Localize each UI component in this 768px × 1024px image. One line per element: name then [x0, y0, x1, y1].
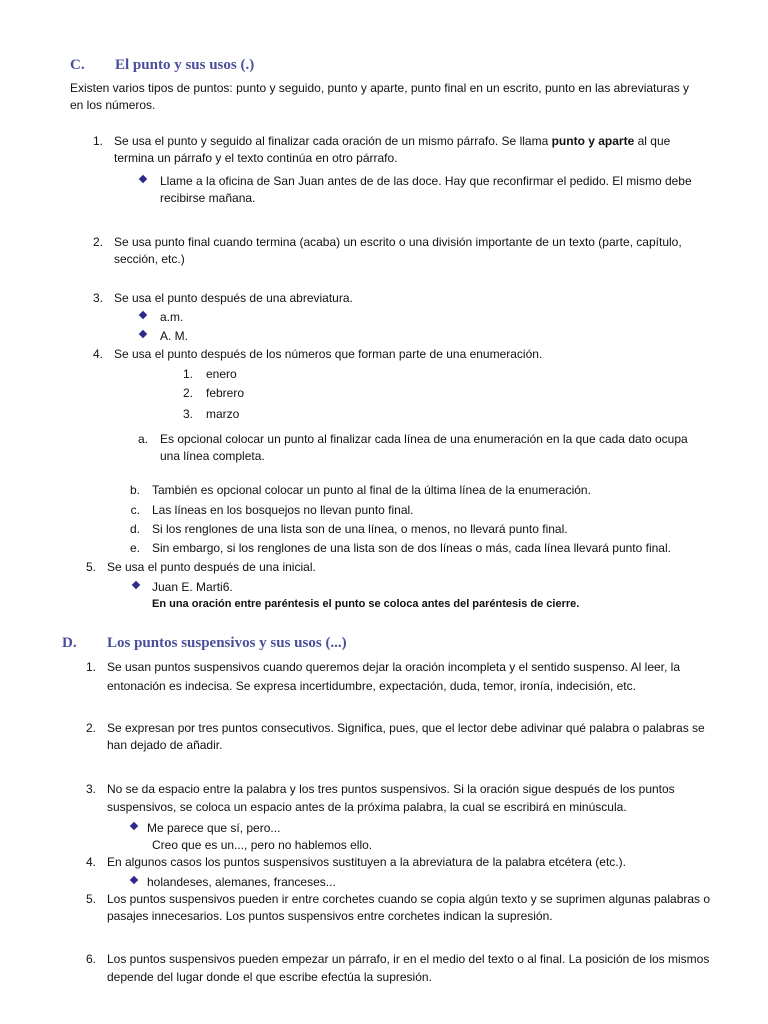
list-item-text: entonación es indecisa. Se expresa incertidumbre, expectación, duda, temor, ironía, indecisión, etc. — [107, 679, 636, 693]
diamond-bullet-icon — [139, 311, 147, 319]
diamond-bullet-icon — [139, 175, 147, 183]
bullet-text: holandeses, alemanes, franceses... — [147, 875, 336, 889]
bullet-text: Juan E. Marti6. — [152, 580, 233, 594]
bold-term: punto y aparte — [551, 134, 635, 148]
list-number: 4. — [85, 855, 96, 869]
diamond-bullet-icon — [132, 581, 140, 589]
list-item-text: Se expresan por tres puntos consecutivos. Significa, pues, que el lector debe adivinar qué palabra o palabras se — [107, 721, 705, 735]
list-item-text: Los puntos suspensivos pueden empezar un párrafo, ir en el medio del texto o al final. La posición de los mismos — [107, 952, 710, 966]
bullet-text: recibirse mañana. — [160, 191, 256, 205]
sublist-text: febrero — [206, 386, 245, 400]
sublist-text: enero — [206, 367, 237, 381]
list-item-text: suspensivos, se coloca un espacio antes de la próxima palabra, la cual se escribirá en minúscula. — [107, 800, 627, 814]
section-d-title: Los puntos suspensivos y sus usos (...) — [107, 635, 347, 651]
letter-item-text: También es opcional colocar un punto al final de la última línea de la enumeración. — [152, 483, 591, 497]
list-item-text — [114, 133, 670, 150]
bullet-text: Creo que es un..., pero no hablemos ello. — [152, 838, 373, 852]
list-item-text: han dejado de añadir. — [107, 738, 223, 752]
list-item-text: Se usan puntos suspensivos cuando queremos dejar la oración incompleta y el sentido suspenso. Al leer, la — [107, 660, 681, 674]
list-number: 1. — [92, 134, 103, 148]
letter-marker: a. — [137, 432, 148, 446]
letter-item-text: Las líneas en los bosquejos no llevan punto final. — [152, 503, 414, 517]
bullet-text: Me parece que sí, pero... — [147, 821, 281, 835]
list-number: 6. — [85, 952, 96, 966]
list-item-text: Se usa el punto después de una inicial. — [107, 560, 316, 574]
list-item-text: pasajes innecesarios. Los puntos suspensivos entre corchetes indican la supresión. — [107, 909, 553, 923]
list-item-text: termina un párrafo y el texto continúa en otro párrafo. — [114, 151, 398, 165]
diamond-bullet-icon — [130, 822, 138, 830]
text-span: Se usa el punto y seguido al finalizar cada oración de un mismo párrafo. Se llama — [114, 134, 552, 148]
letter-item-text: una línea completa. — [160, 449, 265, 463]
letter-item-text: Sin embargo, si los renglones de una lista son de dos líneas o más, cada línea llevará punto final. — [152, 541, 671, 555]
section-c-letter: C. — [70, 57, 85, 73]
list-item-text: Se usa el punto después de una abreviatura. — [114, 291, 353, 305]
text-span: al que — [634, 134, 671, 148]
list-item-text: No se da espacio entre la palabra y los tres puntos suspensivos. Si la oración sigue después de los puntos — [107, 782, 675, 796]
list-item-text: En algunos casos los puntos suspensivos sustituyen a la abreviatura de la palabra etcétera (etc.). — [107, 855, 626, 869]
list-number: 3. — [92, 291, 103, 305]
list-item-text: depende del lugar donde el que escribe efectúa la supresión. — [107, 970, 432, 984]
sublist-number: 1. — [182, 367, 193, 381]
letter-item-text: Si los renglones de una lista son de una línea, o menos, no llevará punto final. — [152, 522, 568, 536]
section-c-intro-line2: en los números. — [70, 98, 156, 112]
letter-marker: c. — [130, 503, 140, 517]
list-number: 2. — [92, 235, 103, 249]
list-number: 5. — [85, 560, 96, 574]
sublist-number: 3. — [182, 407, 193, 421]
list-number: 1. — [85, 660, 96, 674]
bullet-text: a.m. — [160, 310, 184, 324]
list-number: 3. — [85, 782, 96, 796]
letter-marker: e. — [129, 541, 140, 555]
sublist-number: 2. — [182, 386, 193, 400]
bullet-text: Llame a la oficina de San Juan antes de de las doce. Hay que reconfirmar el pedido. El mismo debe — [160, 174, 692, 188]
note-text: En una oración entre paréntesis el punto se coloca antes del paréntesis de cierre. — [152, 598, 580, 610]
diamond-bullet-icon — [139, 330, 147, 338]
list-item-text: Se usa punto final cuando termina (acaba) un escrito o una división importante de un texto (parte, capítulo, — [114, 235, 682, 249]
list-item-text: Se usa el punto después de los números que forman parte de una enumeración. — [114, 347, 543, 361]
bullet-text: A. M. — [160, 329, 189, 343]
list-item-text: sección, etc.) — [114, 252, 185, 266]
sublist-text: marzo — [206, 407, 240, 421]
section-d-letter: D. — [62, 635, 77, 651]
list-item-text: Los puntos suspensivos pueden ir entre corchetes cuando se copia algún texto y se suprimen algunas palabras o — [107, 892, 711, 906]
list-number: 4. — [92, 347, 103, 361]
list-number: 2. — [85, 721, 96, 735]
letter-marker: b. — [129, 483, 140, 497]
list-number: 5. — [85, 892, 96, 906]
section-c-intro-line1: Existen varios tipos de puntos: punto y seguido, punto y aparte, punto final en un escrito, punto en las abreviaturas y — [70, 81, 690, 95]
letter-marker: d. — [129, 522, 140, 536]
diamond-bullet-icon — [130, 876, 138, 884]
letter-item-text: Es opcional colocar un punto al finalizar cada línea de una enumeración en la que cada dato ocupa — [160, 432, 688, 446]
section-c-title: El punto y sus usos (.) — [115, 57, 255, 73]
